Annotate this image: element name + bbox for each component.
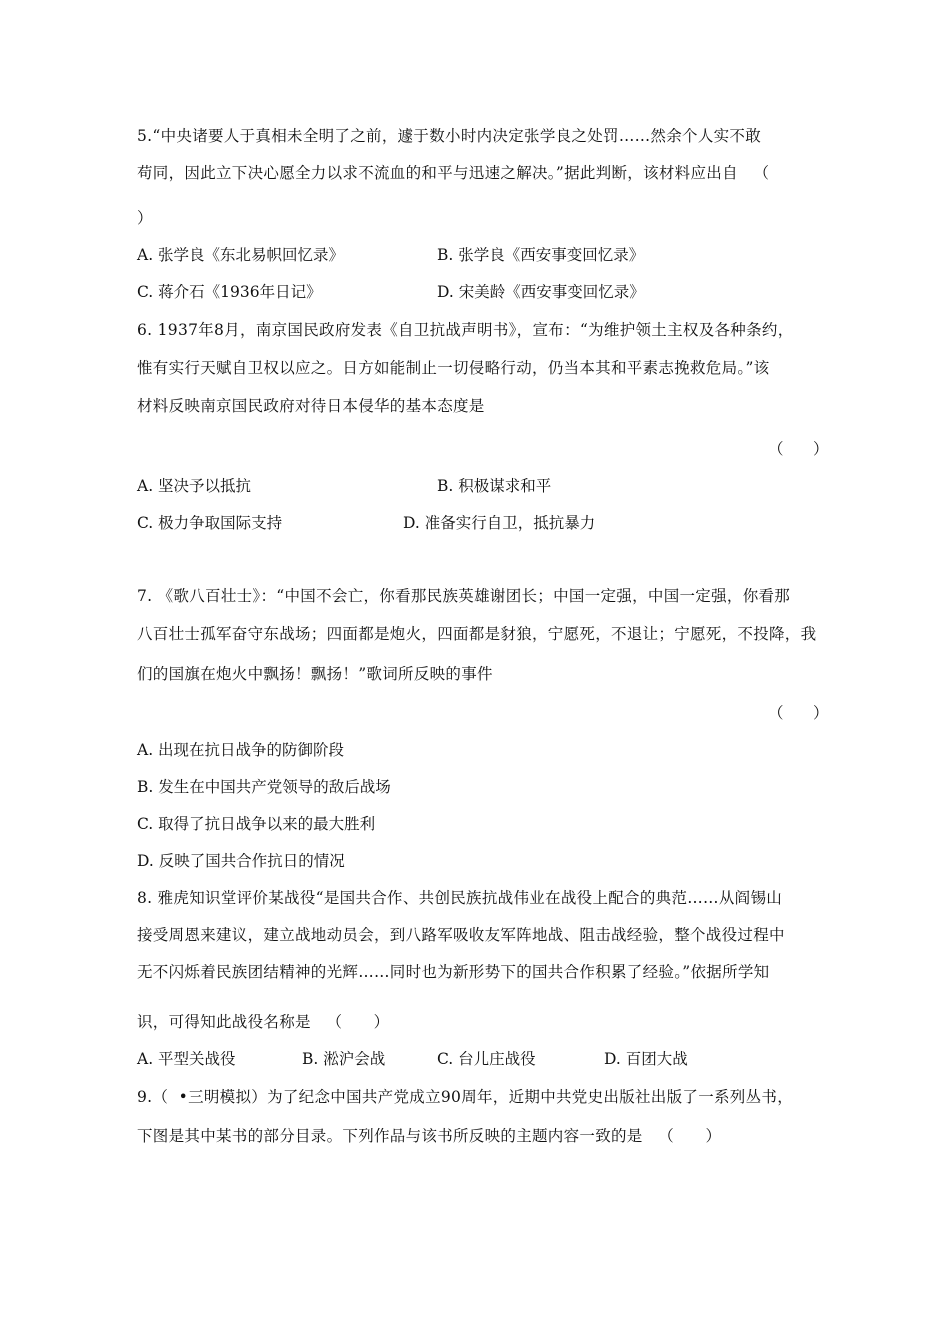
q8-line-2: 接受周恩来建议，建立战地动员会，到八路军吸收友军阵地战、阻击战经验，整个战役过程中 [137, 926, 785, 944]
q6-option-c: C. 极力争取国际支持 [137, 514, 283, 532]
q7-option-c: C. 取得了抗日战争以来的最大胜利 [137, 815, 376, 833]
q9-line-1: 9.（ •三明模拟）为了纪念中国共产党成立90周年，近期中共党史出版社出版了一系列丛书， [137, 1088, 794, 1106]
q6-option-a: A. 坚决予以抵抗 [137, 477, 252, 495]
q5-option-b: B. 张学良《西安事变回忆录》 [437, 246, 645, 264]
q8-line-1: 8. 雅虎知识堂评价某战役“是国共合作、共创民族抗战伟业在战役上配合的典范……从阎锡山 [137, 889, 783, 907]
q7-line-1: 7. 《歌八百壮士》：“中国不会亡，你看那民族英雄谢团长；中国一定强，中国一定强，你看那 [137, 587, 791, 605]
q6-answer-paren: （ ） [768, 440, 829, 458]
q8-option-d: D. 百团大战 [604, 1050, 688, 1068]
q7-answer-paren: （ ） [768, 704, 829, 722]
q7-option-b: B. 发生在中国共产党领导的敌后战场 [137, 778, 391, 796]
q9-line-2: 下图是其中某书的部分目录。下列作品与该书所反映的主题内容一致的是 （ ） [137, 1127, 722, 1145]
q5-line-3: ） [137, 209, 153, 227]
q8-option-c: C. 台儿庄战役 [437, 1050, 536, 1068]
q5-line-1: 5.“中央诸要人于真相未全明了之前，遽于数小时内决定张学良之处罚……然余个人实不敢 [137, 127, 762, 145]
q6-option-b: B. 积极谋求和平 [437, 477, 552, 495]
q5-option-a: A. 张学良《东北易帜回忆录》 [137, 246, 345, 264]
q8-line-4: 识，可得知此战役名称是 （ ） [137, 1013, 390, 1031]
q6-line-3: 材料反映南京国民政府对待日本侵华的基本态度是 [137, 397, 485, 415]
q8-option-b: B. 淞沪会战 [302, 1050, 386, 1068]
q6-option-d: D. 准备实行自卫，抵抗暴力 [403, 514, 596, 532]
q7-option-d: D. 反映了国共合作抗日的情况 [137, 852, 345, 870]
q5-line-2: 苟同，因此立下决心愿全力以求不流血的和平与迅速之解决。”据此判断，该材料应出自 （ [137, 164, 770, 182]
q6-line-1: 6. 1937年8月，南京国民政府发表《自卫抗战声明书》，宣布：“为维护领土主权及各种条约， [137, 321, 794, 339]
q5-option-c: C. 蒋介石《1936年日记》 [137, 283, 322, 301]
q7-line-3: 们的国旗在炮火中飘扬！飘扬！”歌词所反映的事件 [137, 665, 493, 683]
q7-line-2: 八百壮士孤军奋守东战场；四面都是炮火，四面都是豺狼，宁愿死，不退让；宁愿死，不投降，我 [137, 625, 817, 643]
q5-option-d: D. 宋美龄《西安事变回忆录》 [437, 283, 645, 301]
q6-line-2: 惟有实行天赋自卫权以应之。日方如能制止一切侵略行动，仍当本其和平素志挽救危局。”该 [137, 359, 770, 377]
q8-option-a: A. 平型关战役 [137, 1050, 236, 1068]
q8-line-3: 无不闪烁着民族团结精神的光辉……同时也为新形势下的国共合作积累了经验。”依据所学知 [137, 963, 770, 981]
q7-option-a: A. 出现在抗日战争的防御阶段 [137, 741, 345, 759]
